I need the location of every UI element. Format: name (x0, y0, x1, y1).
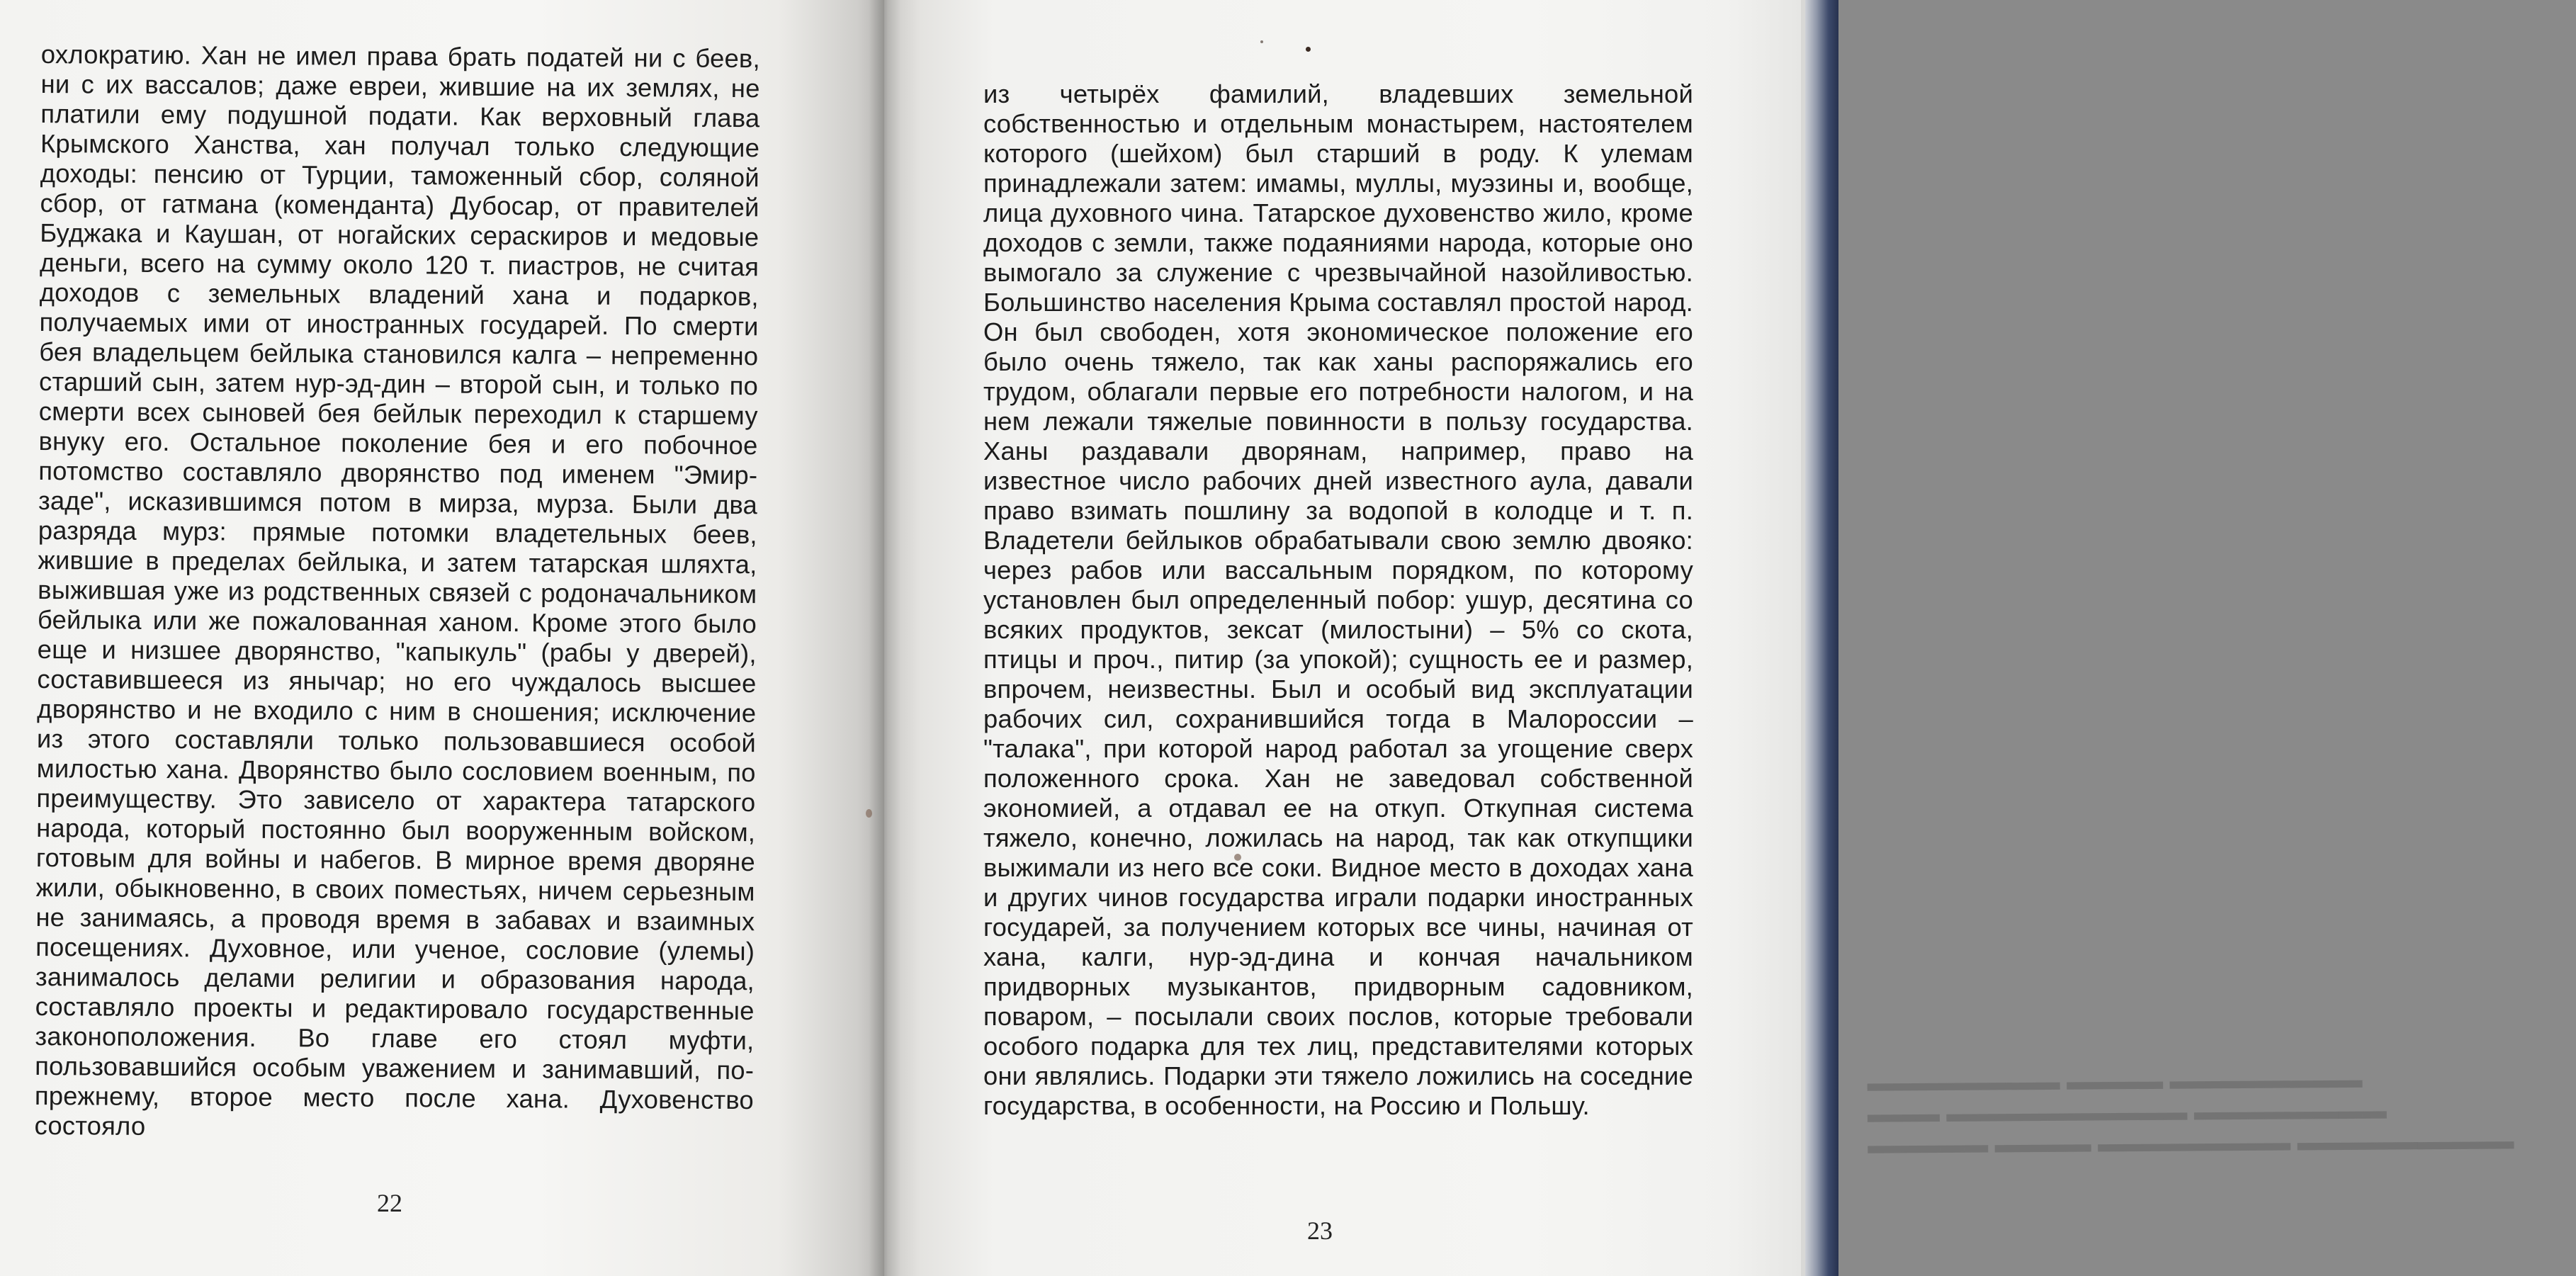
ink-speck (866, 809, 872, 818)
ink-speck (1260, 40, 1263, 43)
book-cover-edge (1805, 0, 1838, 1276)
show-through-texture: ▬▬▬▬▬ ▬▬▬▬ ▬▬▬▬▬▬▬▬ ▬▬▬▬▬▬▬▬▬ ▬▬▬ ▬▬▬▬▬▬▬▬▬▬ ▬▬▬▬▬▬▬▬ ▬▬▬▬▬▬▬▬ ▬▬▬▬ ▬▬▬▬▬▬▬▬ (1867, 1074, 2514, 1168)
right-page-paragraph: из четырёх фамилий, владевших земельной собственностью и отдельным монастырем, настоятелем которого (шейхом) был старший в роду. К улемам принадлежали затем: имамы, муллы, муэзины и, вообще, лица духовного чина. Татарское духовенство жило, кроме доходов с земли, также подаяниями народа, которые оно вымогало за служение с чрезвычайной назойливостью. Большинство населения Крыма составлял простой народ. Он был свободен, хотя экономическое положение его было очень тяжело, так как ханы распоряжались его трудом, облагали первые его потребности налогом, и на нем лежали тяжелые повинности в пользу государства. Ханы раздавали дворянам, например, право на известное число рабочих дней известного аула, давали право взимать пошлину за водопой в колодце и т. п. Владетели бейлыков обрабатывали свою землю двояко: через рабов или вассальным порядком, по которому установлен был определенный побор: ушур, десятина со всяких продуктов, зексат (милостыни) – 5% со скота, птицы и проч., питир (за упокой); сущность ее и размер, впрочем, неизвестны. Был и особый вид эксплуатации рабочих сил, сохранившийся тогда в Малороссии – "талака", при которой народ работал за угощение сверх положенного срока. Хан не заведовал собственной экономией, а отдавал ее на откуп. Откупная система тяжело, конечно, ложилась на народ, так как откупщики выжимали из него все соки. Видное место в доходах хана и других чинов государства играли подарки иностранных государей, за получением которых все чины, начиная от хана, калги, нур-эд-дина и кончая начальником придворных музыкантов, придворным садовником, поваром, – посылали своих послов, которые требовали особого подарка для тех лиц, представителями которых они являлись. Подарки эти тяжело ложились на соседние государства, в особенности, на Россию и Польшу. (983, 79, 1693, 1120)
left-page-paragraph: охлократию. Хан не имел права брать податей ни с беев, ни с их вассалов; даже евреи, жившие на их землях, не платили ему подушной подати. Как верховный глава Крымского Ханства, хан получал только следующие доходы: пенсию от Турции, таможенный сбор, соляной сбор, от гатмана (коменданта) Дубосар, от правителей Буджака и Каушан, от ногайских сераскиров и медовые деньги, всего на сумму около 120 т. пиастров, не считая доходов с земельных владений хана и подарков, получаемых ими от иностранных государей. По смерти бея владельцем бейлыка становился калга – непременно старший сын, затем нур-эд-дин – второй сын, и только по смерти всех сыновей бея бейлык переходил к старшему внуку его. Остальное поколение бея и его побочное потомство составляло дворянство под именем "Эмир-заде", исказившимся потом в мирза, мурза. Были два разряда мурз: прямые потомки владетельных беев, жившие в пределах бейлыка, и затем татарская шляхта, выжившая уже из родственных связей с родоначальником бейлыка или же пожалованная ханом. Кроме этого было еще и низшее дворянство, "капыкуль" (рабы у дверей), составившееся из янычар; но его чуждалось высшее дворянство и не входило с ним в сношения; исключение из этого составляли только пользовавшиеся особой милостью хана. Дворянство было сословием военным, по преимуществу. Это зависело от характера татарского народа, который постоянно был вооруженным войском, готовым для войны и набегов. В мирное время дворяне жили, обыкновенно, в своих поместьях, ничем серьезным не занимаясь, а проводя время в забавах и взаимных посещениях. Духовное, или ученое, сословие (улемы) занималось делами религии и образования народа, составляло проекты и редактировало государственные законоположения. Во главе его стоял муфти, пользовавшийся особым уважением и занимавший, по-прежнему, второе место после хана. Духовенство состояло (34, 40, 760, 1141)
left-page (0, 0, 884, 1276)
right-page-number: 23 (1307, 1216, 1333, 1245)
left-page-body (35, 40, 760, 1145)
right-page (884, 0, 2514, 1276)
right-page-body (983, 79, 1693, 1121)
ink-speck (1306, 47, 1311, 52)
left-page-number: 22 (377, 1189, 402, 1217)
